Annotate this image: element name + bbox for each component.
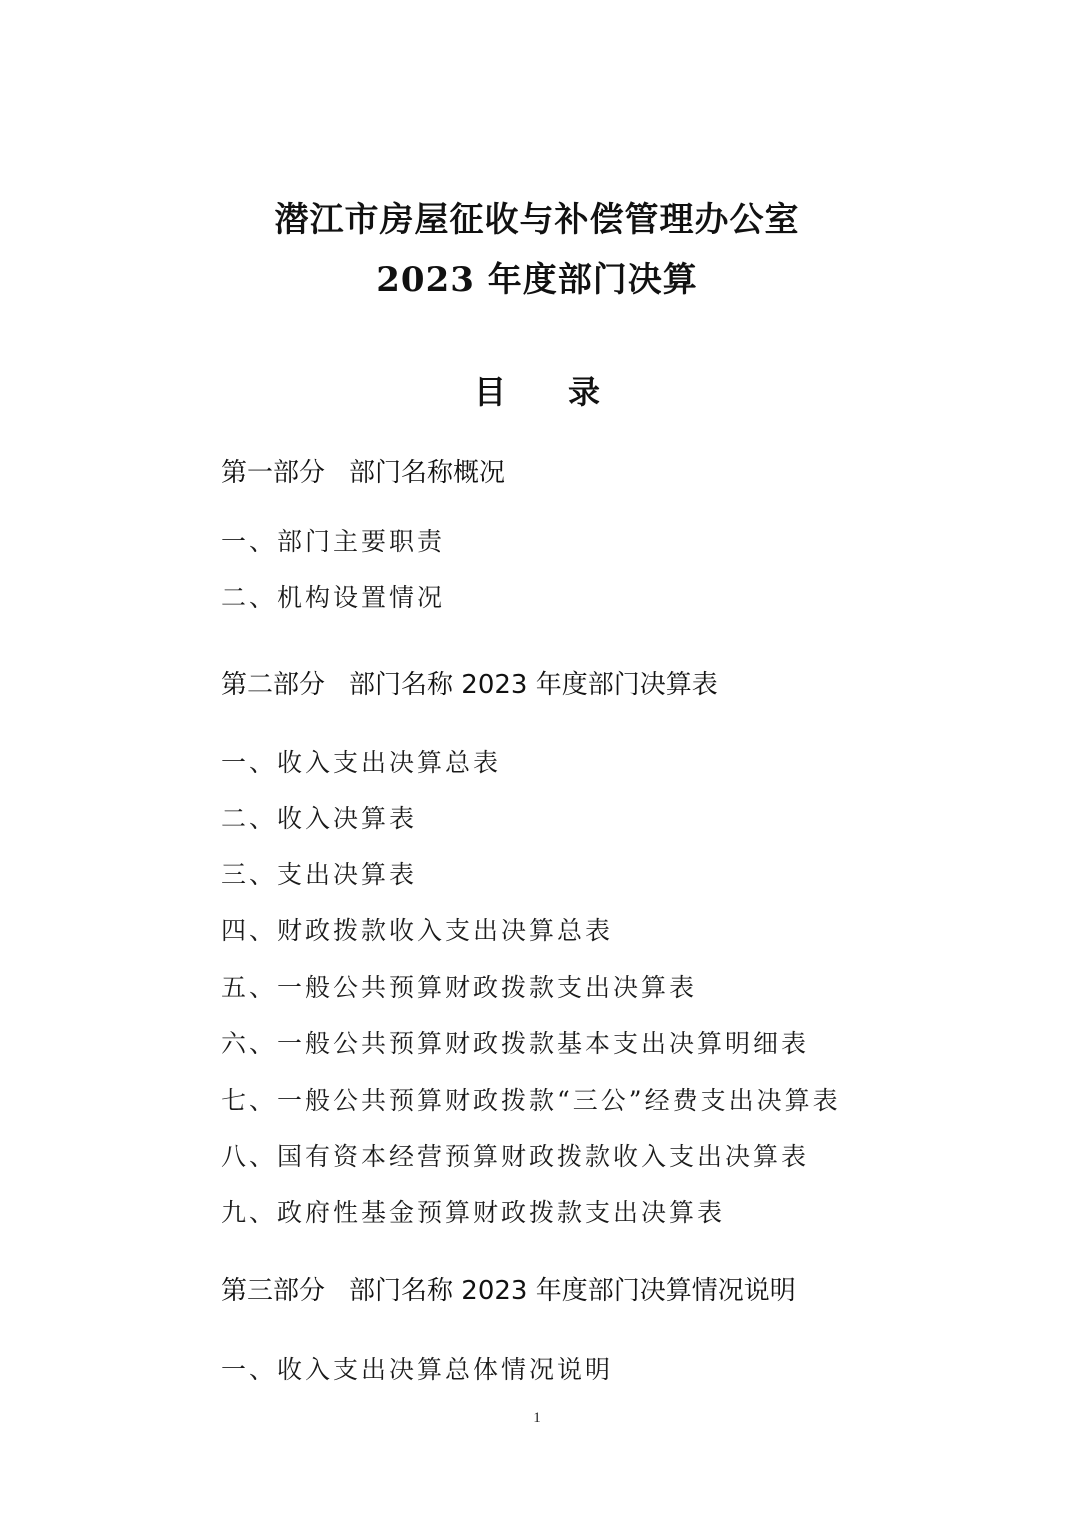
document-title-line2: 2023 年度部门决算: [376, 260, 698, 300]
toc-item: 一、部门主要职责: [221, 527, 446, 556]
toc-item: 四、财政拨款收入支出决算总表: [221, 916, 614, 945]
document-title-line1: 潜江市房屋征收与补偿管理办公室: [274, 200, 800, 240]
part-title: 部门名称概况: [349, 458, 506, 488]
toc-item: 二、收入决算表: [221, 804, 418, 833]
toc-item: 三、支出决算表: [221, 860, 418, 889]
page-number: 1: [533, 1410, 541, 1426]
toc-item: 五、一般公共预算财政拨款支出决算表: [221, 973, 698, 1002]
part-heading-1: [221, 452, 505, 489]
toc-item: 八、国有资本经营预算财政拨款收入支出决算表: [221, 1142, 810, 1171]
part-number: 第二部分: [221, 670, 326, 700]
toc-heading-right: 录: [568, 373, 601, 411]
part-number: 第三部分: [221, 1276, 326, 1306]
toc-item: 一、收入支出决算总表: [221, 748, 502, 777]
part-heading-2: [221, 664, 718, 701]
toc-item: 二、机构设置情况: [221, 583, 446, 612]
part-title: 部门名称 2023 年度部门决算情况说明: [349, 1276, 796, 1306]
toc-item: 一、收入支出决算总体情况说明: [221, 1355, 614, 1384]
toc-item: 七、一般公共预算财政拨款“三公”经费支出决算表: [221, 1086, 841, 1115]
part-number: 第一部分: [221, 458, 326, 488]
toc-heading-left: 目: [473, 373, 506, 411]
part-heading-3: [221, 1270, 796, 1307]
part-title: 部门名称 2023 年度部门决算表: [349, 670, 718, 700]
toc-item: 六、一般公共预算财政拨款基本支出决算明细表: [221, 1029, 810, 1058]
toc-item: 九、政府性基金预算财政拨款支出决算表: [221, 1198, 726, 1227]
toc-heading: [0, 367, 1074, 413]
